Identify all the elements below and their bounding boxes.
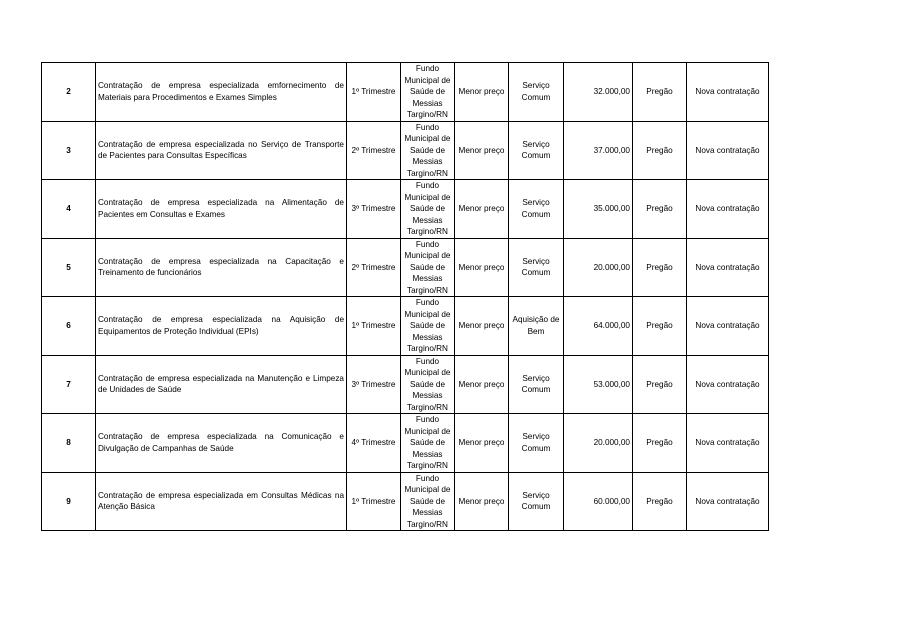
contract-type: Nova contratação [687, 472, 769, 531]
modality: Pregão [633, 472, 687, 531]
table-row [42, 63, 769, 122]
item-number: 3 [42, 121, 96, 180]
contract-type: Nova contratação [687, 63, 769, 122]
table-row [42, 180, 769, 239]
contract-object: Contratação de empresa especializada na Manutenção e Limpeza de Unidades de Saúde [96, 355, 347, 414]
category: Serviço Comum [509, 238, 564, 297]
contract-object: Contratação de empresa especializada na Alimentação de Pacientes em Consultas e Exames [96, 180, 347, 239]
judging-criterion: Menor preço [455, 414, 509, 473]
contract-type: Nova contratação [687, 180, 769, 239]
managing-body: Fundo Municipal de Saúde de Messias Targino/RN [401, 297, 455, 356]
quarter: 2º Trimestre [347, 238, 401, 297]
modality: Pregão [633, 238, 687, 297]
managing-body: Fundo Municipal de Saúde de Messias Targino/RN [401, 63, 455, 122]
modality: Pregão [633, 355, 687, 414]
table-row [42, 297, 769, 356]
managing-body: Fundo Municipal de Saúde de Messias Targino/RN [401, 238, 455, 297]
item-number: 7 [42, 355, 96, 414]
managing-body: Fundo Municipal de Saúde de Messias Targino/RN [401, 472, 455, 531]
category: Serviço Comum [509, 472, 564, 531]
quarter: 1º Trimestre [347, 297, 401, 356]
estimated-value: 20.000,00 [564, 238, 633, 297]
item-number: 9 [42, 472, 96, 531]
modality: Pregão [633, 180, 687, 239]
quarter: 4º Trimestre [347, 414, 401, 473]
table-body [42, 63, 769, 531]
managing-body: Fundo Municipal de Saúde de Messias Targino/RN [401, 180, 455, 239]
contract-object: Contratação de empresa especializada em Consultas Médicas na Atenção Básica [96, 472, 347, 531]
item-number: 2 [42, 63, 96, 122]
estimated-value: 53.000,00 [564, 355, 633, 414]
quarter: 2º Trimestre [347, 121, 401, 180]
modality: Pregão [633, 121, 687, 180]
category: Aquisição de Bem [509, 297, 564, 356]
contract-object: Contratação de empresa especializada na Comunicação e Divulgação de Campanhas de Saúde [96, 414, 347, 473]
modality: Pregão [633, 63, 687, 122]
modality: Pregão [633, 414, 687, 473]
quarter: 1º Trimestre [347, 472, 401, 531]
judging-criterion: Menor preço [455, 472, 509, 531]
managing-body: Fundo Municipal de Saúde de Messias Targino/RN [401, 414, 455, 473]
contract-type: Nova contratação [687, 355, 769, 414]
quarter: 3º Trimestre [347, 180, 401, 239]
judging-criterion: Menor preço [455, 238, 509, 297]
table-row [42, 238, 769, 297]
contract-object: Contratação de empresa especializada na Capacitação e Treinamento de funcionários [96, 238, 347, 297]
quarter: 3º Trimestre [347, 355, 401, 414]
judging-criterion: Menor preço [455, 63, 509, 122]
estimated-value: 35.000,00 [564, 180, 633, 239]
table-row [42, 472, 769, 531]
item-number: 8 [42, 414, 96, 473]
item-number: 6 [42, 297, 96, 356]
estimated-value: 20.000,00 [564, 414, 633, 473]
quarter: 1º Trimestre [347, 63, 401, 122]
contract-type: Nova contratação [687, 121, 769, 180]
contract-type: Nova contratação [687, 414, 769, 473]
contract-object: Contratação de empresa especializada na Aquisição de Equipamentos de Proteção Individual (EPIs) [96, 297, 347, 356]
estimated-value: 60.000,00 [564, 472, 633, 531]
modality: Pregão [633, 297, 687, 356]
contract-object: Contratação de empresa especializada emfornecimento de Materiais para Procedimentos e Exames Simples [96, 63, 347, 122]
category: Serviço Comum [509, 355, 564, 414]
table-row [42, 121, 769, 180]
judging-criterion: Menor preço [455, 121, 509, 180]
estimated-value: 32.000,00 [564, 63, 633, 122]
contract-type: Nova contratação [687, 297, 769, 356]
managing-body: Fundo Municipal de Saúde de Messias Targino/RN [401, 121, 455, 180]
table-row [42, 414, 769, 473]
judging-criterion: Menor preço [455, 297, 509, 356]
estimated-value: 37.000,00 [564, 121, 633, 180]
category: Serviço Comum [509, 414, 564, 473]
judging-criterion: Menor preço [455, 180, 509, 239]
contract-object: Contratação de empresa especializada no Serviço de Transporte de Pacientes para Consultas Específicas [96, 121, 347, 180]
category: Serviço Comum [509, 63, 564, 122]
item-number: 5 [42, 238, 96, 297]
category: Serviço Comum [509, 180, 564, 239]
item-number: 4 [42, 180, 96, 239]
procurement-plan-table [41, 62, 769, 531]
contract-type: Nova contratação [687, 238, 769, 297]
estimated-value: 64.000,00 [564, 297, 633, 356]
judging-criterion: Menor preço [455, 355, 509, 414]
table-row [42, 355, 769, 414]
managing-body: Fundo Municipal de Saúde de Messias Targino/RN [401, 355, 455, 414]
category: Serviço Comum [509, 121, 564, 180]
